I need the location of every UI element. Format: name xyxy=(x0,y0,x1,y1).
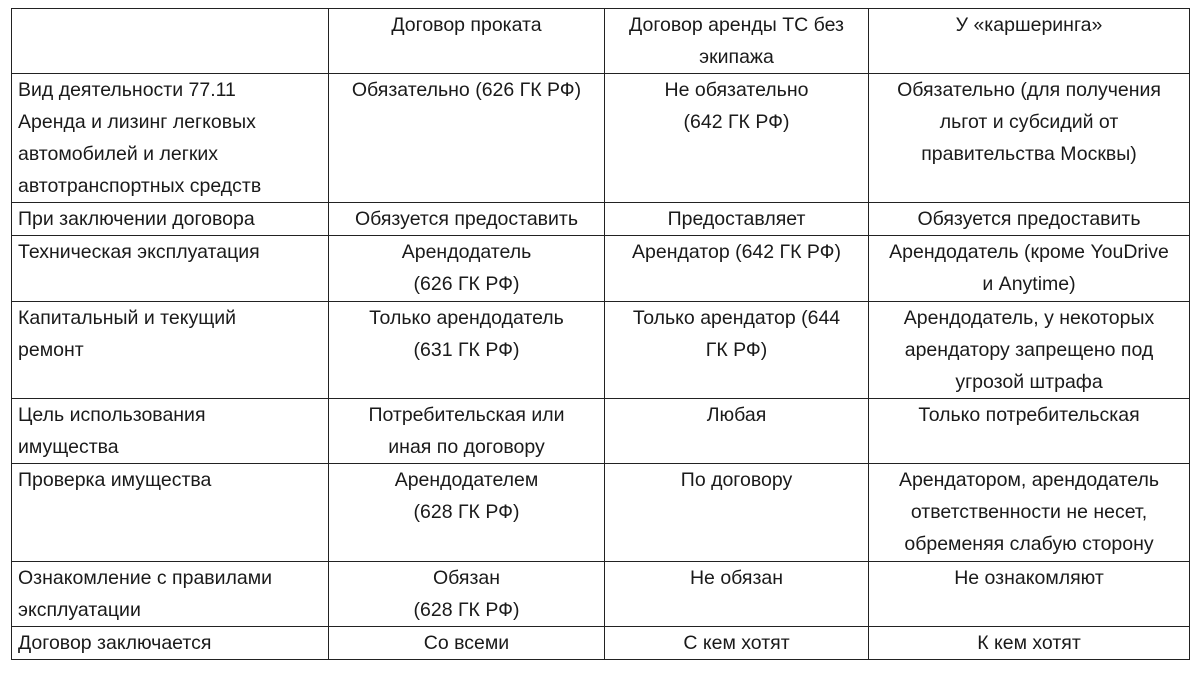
cell-text: (628 ГК РФ) xyxy=(413,599,520,621)
header-cell-vehicle-lease xyxy=(605,9,869,74)
row-label-cell xyxy=(12,302,329,399)
header-row xyxy=(12,9,1190,74)
table-cell xyxy=(329,627,605,660)
cell-text: Не обязан xyxy=(689,567,784,589)
cell-text: (631 ГК РФ) xyxy=(413,339,520,361)
cell-text: ГК РФ) xyxy=(705,339,768,361)
header-text: Договор проката xyxy=(391,14,542,36)
cell-text: Предоставляет xyxy=(667,208,806,230)
cell-text: Обязательно (для получения xyxy=(897,79,1161,101)
cell-text: правительства Москвы) xyxy=(921,143,1137,165)
table-cell xyxy=(329,236,605,302)
row-label-cell xyxy=(12,464,329,562)
cell-text: эксплуатации xyxy=(18,599,141,621)
cell-text: Не обязательно xyxy=(664,79,809,101)
cell-text: К кем хотят xyxy=(977,632,1081,654)
header-cell-empty xyxy=(12,9,329,74)
row-label-cell xyxy=(12,562,329,627)
cell-text: Проверка имущества xyxy=(18,469,212,491)
table-row xyxy=(12,399,1190,464)
table-cell xyxy=(605,203,869,236)
cell-text: Арендодатель, у некоторых xyxy=(903,307,1155,329)
cell-text: Вид деятельности 77.11 xyxy=(18,79,236,101)
cell-text: Аренда и лизинг легковых xyxy=(18,111,256,133)
cell-text: С кем хотят xyxy=(683,632,790,654)
row-label-cell xyxy=(12,74,329,203)
table-row xyxy=(12,74,1190,203)
cell-text: Обязан xyxy=(432,567,501,589)
table-row xyxy=(12,464,1190,562)
comparison-table xyxy=(11,8,1190,660)
comparison-table-wrapper xyxy=(11,8,1189,660)
cell-text: (626 ГК РФ) xyxy=(413,273,520,295)
table-cell xyxy=(605,74,869,203)
table-cell xyxy=(869,464,1190,562)
cell-text: Арендатором, арендодатель xyxy=(898,469,1160,491)
table-row xyxy=(12,236,1190,302)
cell-text: (642 ГК РФ) xyxy=(683,111,790,133)
cell-text: Только арендатор (644 xyxy=(632,307,841,329)
row-label-cell xyxy=(12,399,329,464)
table-row xyxy=(12,562,1190,627)
cell-text: Арендодатель (кроме YouDrive xyxy=(889,241,1169,263)
cell-text: Арендодателем xyxy=(394,469,539,491)
table-cell xyxy=(329,74,605,203)
table-cell xyxy=(605,627,869,660)
table-cell xyxy=(329,562,605,627)
cell-text: Обязуется предоставить xyxy=(354,208,579,230)
header-cell-carsharing xyxy=(869,9,1190,74)
cell-text: Со всеми xyxy=(423,632,510,654)
cell-text: Договор заключается xyxy=(18,632,212,654)
cell-text: По договору xyxy=(680,469,793,491)
table-cell xyxy=(329,399,605,464)
row-label-cell xyxy=(12,236,329,302)
cell-text: Техническая эксплуатация xyxy=(18,241,260,263)
table-row xyxy=(12,627,1190,660)
table-cell xyxy=(869,399,1190,464)
header-text: экипажа xyxy=(699,46,774,68)
table-cell xyxy=(869,236,1190,302)
header-text: Договор аренды ТС без xyxy=(629,14,844,36)
cell-text: обременяя слабую сторону xyxy=(904,533,1154,555)
table-cell xyxy=(605,464,869,562)
cell-text: имущества xyxy=(18,436,119,458)
cell-text: льгот и субсидий от xyxy=(939,111,1119,133)
cell-text: Цель использования xyxy=(18,404,206,426)
cell-text: Ознакомление с правилами xyxy=(18,567,273,589)
cell-text: угрозой штрафа xyxy=(955,371,1103,393)
cell-text: иная по договору xyxy=(388,436,545,458)
table-cell xyxy=(605,399,869,464)
cell-text: Обязательно (626 ГК РФ) xyxy=(351,79,582,101)
table-cell xyxy=(869,627,1190,660)
table-row xyxy=(12,302,1190,399)
row-label-cell xyxy=(12,203,329,236)
cell-text: ответственности не несет, xyxy=(910,501,1148,523)
cell-text: Только потребительская xyxy=(918,404,1140,426)
cell-text: При заключении договора xyxy=(18,208,255,230)
cell-text: (628 ГК РФ) xyxy=(413,501,520,523)
cell-text: автомобилей и легких xyxy=(18,143,218,165)
table-cell xyxy=(869,302,1190,399)
cell-text: Капитальный и текущий xyxy=(18,307,237,329)
table-row xyxy=(12,203,1190,236)
cell-text: Только арендодатель xyxy=(369,307,564,329)
table-cell xyxy=(329,464,605,562)
cell-text: Потребительская или xyxy=(368,404,565,426)
table-cell xyxy=(605,562,869,627)
cell-text: автотранспортных средств xyxy=(18,175,262,197)
table-cell xyxy=(869,203,1190,236)
cell-text: Любая xyxy=(706,404,767,426)
cell-text: арендатору запрещено под xyxy=(904,339,1154,361)
header-text: У «каршеринга» xyxy=(955,14,1103,36)
cell-text: Обязуется предоставить xyxy=(917,208,1141,230)
table-cell xyxy=(869,562,1190,627)
cell-text: Арендодатель xyxy=(401,241,532,263)
row-label-cell xyxy=(12,627,329,660)
header-cell-rental-contract xyxy=(329,9,605,74)
cell-text: Не ознакомляют xyxy=(954,567,1104,589)
table-cell xyxy=(329,302,605,399)
table-cell xyxy=(869,74,1190,203)
cell-text: ремонт xyxy=(18,339,84,361)
table-cell xyxy=(605,236,869,302)
table-cell xyxy=(329,203,605,236)
table-cell xyxy=(605,302,869,399)
cell-text: и Anytime) xyxy=(982,273,1076,295)
cell-text: Арендатор (642 ГК РФ) xyxy=(632,241,841,263)
